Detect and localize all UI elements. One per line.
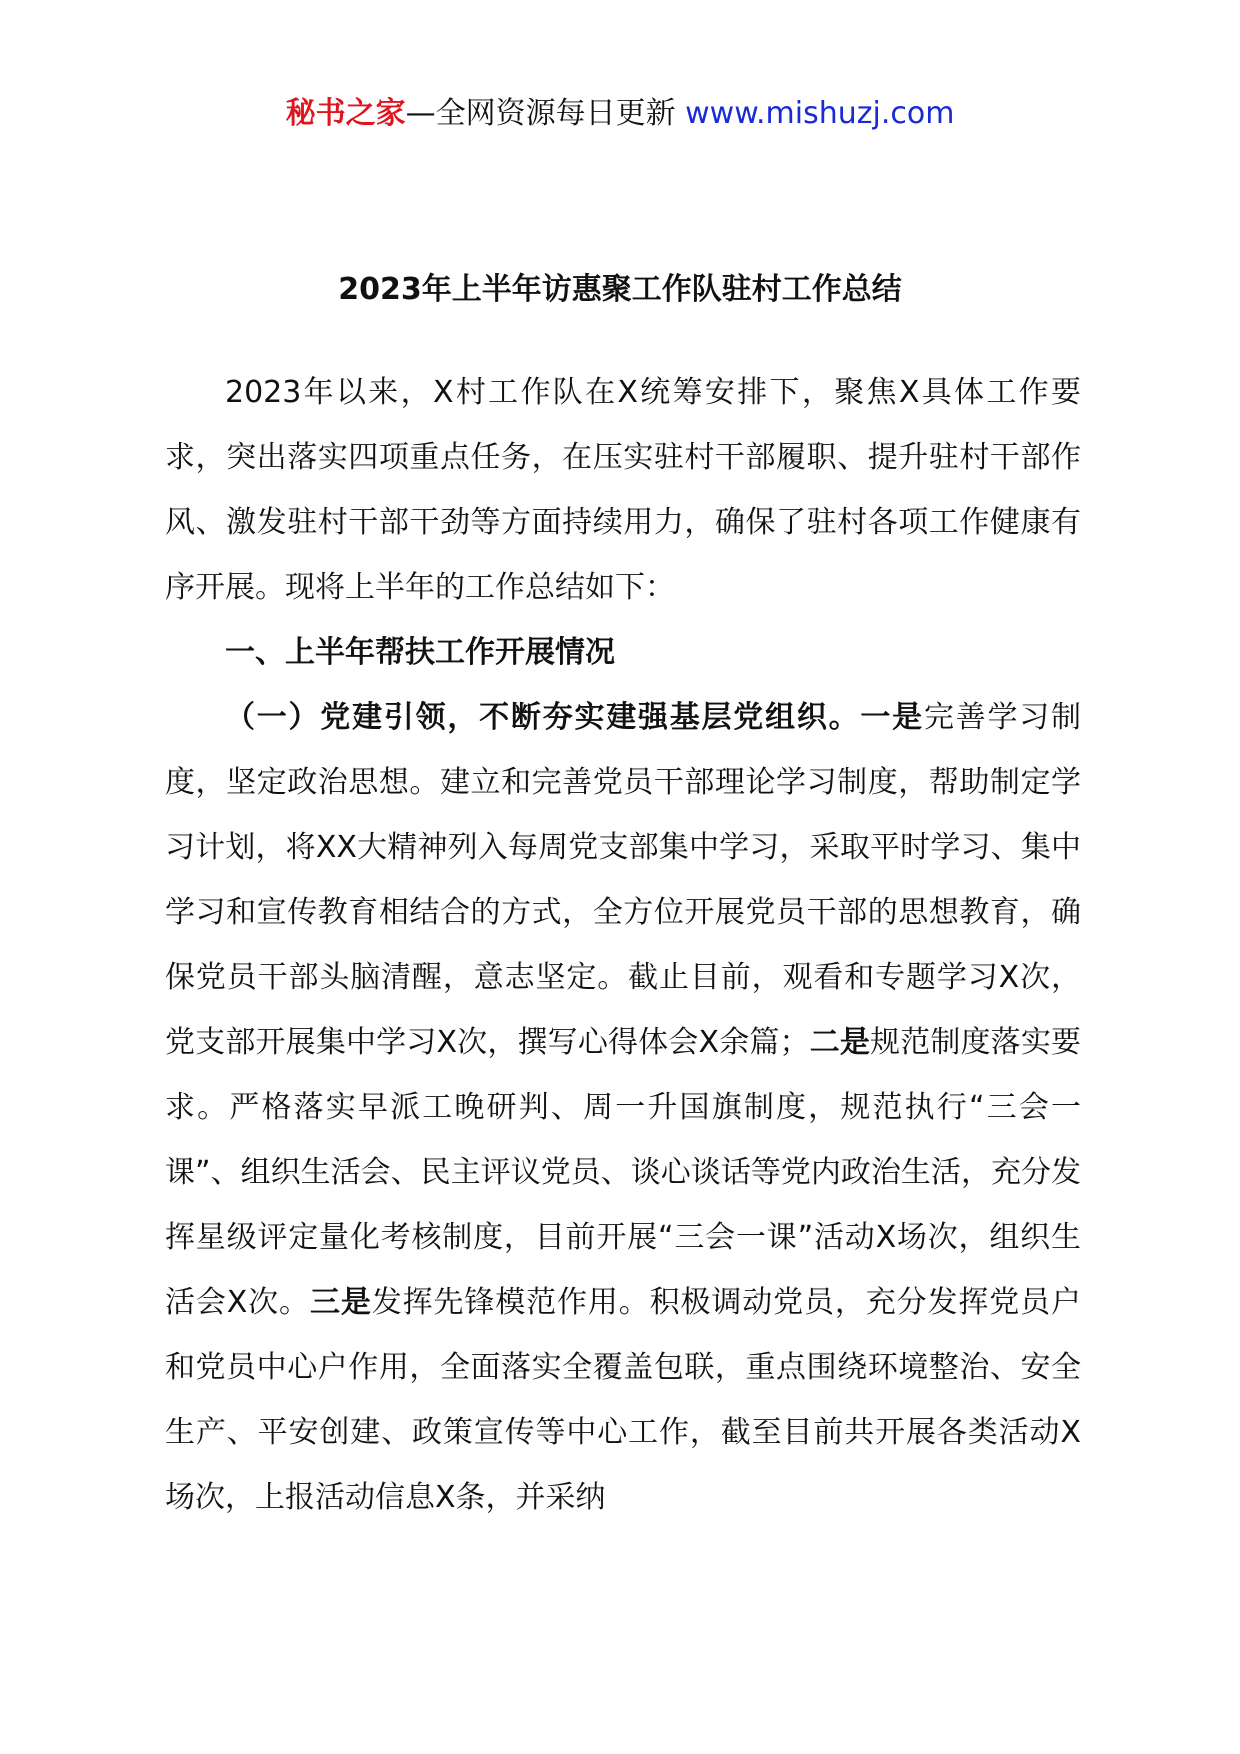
point-label: 一是 bbox=[860, 700, 924, 735]
point-label: 二是 bbox=[809, 1025, 871, 1060]
body-paragraph bbox=[165, 685, 1081, 1530]
point-text: 完善学习制度，坚定政治思想。建立和完善党员干部理论学习制度，帮助制定学习计划，将XX大精神列入每周党支部集中学习，采取平时学习、集中学习和宣传教育相结合的方式，全方位开展党员干部的思想教育，确保党员干部头脑清醒，意志坚定。截止目前，观看和专题学习X次，党支部开展集中学习X次，撰写心得体会X余篇； bbox=[165, 700, 1082, 1060]
document-body bbox=[165, 360, 1081, 1530]
header-tagline: —全网资源每日更新 bbox=[405, 96, 686, 131]
point-label: 三是 bbox=[309, 1285, 372, 1320]
header-url-link[interactable]: www.mishuzj.com bbox=[685, 96, 955, 131]
header-brand: 秘书之家 bbox=[285, 96, 406, 131]
point-text: 发挥先锋模范作用。积极调动党员，充分发挥党员户和党员中心户作用，全面落实全覆盖包联，重点围绕环境整治、安全生产、平安创建、政策宣传等中心工作，截至目前共开展各类活动X场次，上报活动信息X条，并采纳 bbox=[165, 1285, 1081, 1515]
page-header bbox=[0, 92, 1240, 136]
intro-paragraph: 2023年以来，X村工作队在X统筹安排下，聚焦X具体工作要求，突出落实四项重点任务，在压实驻村干部履职、提升驻村干部作风、激发驻村干部干劲等方面持续用力，确保了驻村各项工作健康有序开展。现将上半年的工作总结如下： bbox=[165, 375, 1081, 605]
document-title: 2023年上半年访惠聚工作队驻村工作总结 bbox=[338, 272, 902, 307]
subsection-heading: （一）党建引领，不断夯实建强基层党组织。 bbox=[225, 700, 861, 735]
section-heading: 一、上半年帮扶工作开展情况 bbox=[225, 635, 615, 670]
point-text: 规范制度落实要求。严格落实早派工晚研判、周一升国旗制度，规范执行“三会一课”、组织生活会、民主评议党员、谈心谈话等党内政治生活，充分发挥星级评定量化考核制度，目前开展“三会一课”活动X场次，组织生活会X次。 bbox=[165, 1025, 1082, 1320]
